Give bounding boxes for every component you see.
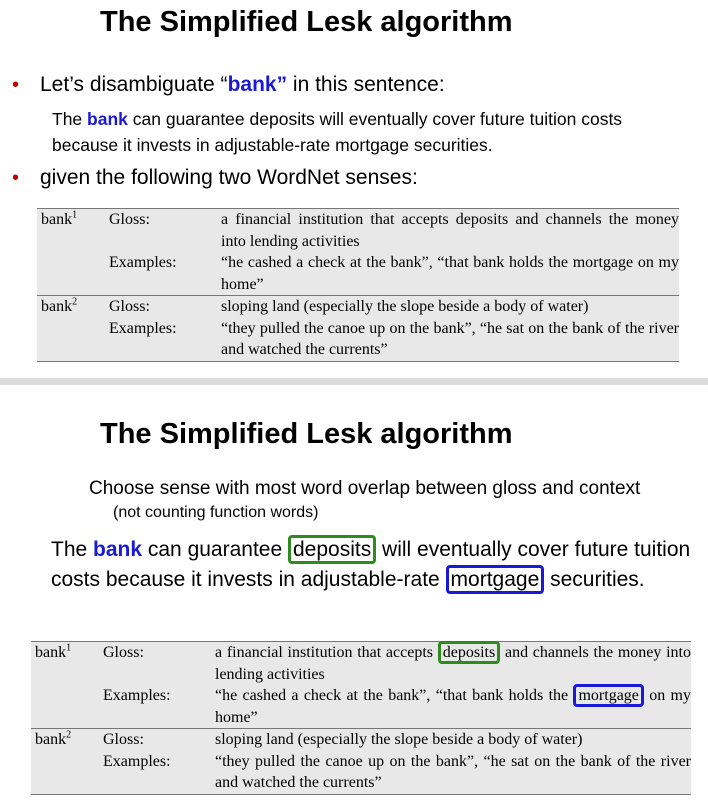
table-row: bank$^2$ Gloss: sloping land (especially the slope beside a body of water) [31, 729, 691, 751]
overlap-word-mortgage: mortgage [446, 565, 545, 594]
bullet-disambiguate: • Let’s disambiguate “bank” in this sentence: [12, 73, 445, 96]
context-sentence: The bank can guarantee deposits will eventually cover future tuition costs because it invests in adjustable-rate mortgage securities. [51, 535, 691, 595]
table-row: bank$^2$ Gloss: sloping land (especially the slope beside a body of water) [37, 296, 679, 318]
sense-label: bank$^2$ [37, 296, 109, 318]
slide-2 [0, 385, 708, 805]
wordnet-senses-table [37, 208, 679, 362]
example-sentence: The bank can guarantee deposits will eventually cover future tuition costs because it invests in adjustable-rate mortgage securities. [52, 109, 623, 155]
slide-title: The Simplified Lesk algorithm [100, 418, 513, 450]
slide-title: The Simplified Lesk algorithm [100, 6, 513, 38]
target-word: bank [93, 538, 143, 561]
target-word: bank [87, 109, 128, 129]
slide-1 [0, 0, 708, 378]
examples-text: “they pulled the canoe up on the bank”, “he sat on the bank of the river and watched the currents” [215, 752, 691, 791]
sense-label: bank$^1$ [41, 209, 78, 228]
sense-label: bank$^1$ [35, 642, 72, 661]
gloss-text: sloping land (especially the slope beside a body of water) [215, 729, 691, 751]
table-row: bank$^1$ Gloss: a financial institution that accepts deposits and channels the money into lending activities [31, 642, 691, 686]
table-row: Examples: “he cashed a check at the bank”, “that bank holds the mortgage on my home” [31, 685, 691, 729]
table-row: Examples: “he cashed a check at the bank”, “that bank holds the mortgage on my home” [37, 252, 679, 296]
target-word: bank” [227, 73, 288, 96]
rule-note: (not counting function words) [113, 504, 319, 521]
gloss-text: sloping land (especially the slope beside a body of water) [221, 296, 679, 318]
examples-text: “he cashed a check at the bank”, “that bank holds the mortgage on my home” [215, 685, 691, 729]
bullet-senses: • given the following two WordNet senses: [12, 166, 418, 189]
examples-text: “they pulled the canoe up on the bank”, “he sat on the bank of the river and watched the currents” [221, 319, 679, 358]
wordnet-senses-table [31, 641, 691, 795]
overlap-word-mortgage: mortgage [573, 684, 643, 707]
bullet-icon: • [12, 167, 20, 189]
table-row: Examples: “they pulled the canoe up on the bank”, “he sat on the bank of the river and watched the currents” [31, 751, 691, 795]
gloss-text: a financial institution that accepts deposits and channels the money into lending activities [221, 211, 679, 250]
sense-label: bank$^2$ [31, 729, 103, 751]
rule-text: Choose sense with most word overlap between gloss and context [89, 478, 641, 499]
table-row: bank$^1$ Gloss: a financial institution that accepts deposits and channels the money into lending activities [37, 209, 679, 253]
bullet-icon: • [12, 74, 20, 96]
table-row: Examples: “they pulled the canoe up on the bank”, “he sat on the bank of the river and watched the currents” [37, 318, 679, 362]
overlap-word-deposits: deposits [288, 535, 376, 564]
slide-divider [0, 378, 708, 385]
gloss-text: a financial institution that accepts deposits and channels the money into lending activities [215, 642, 691, 686]
overlap-word-deposits: deposits [438, 641, 500, 664]
examples-text: “he cashed a check at the bank”, “that bank holds the mortgage on my home” [221, 254, 679, 293]
